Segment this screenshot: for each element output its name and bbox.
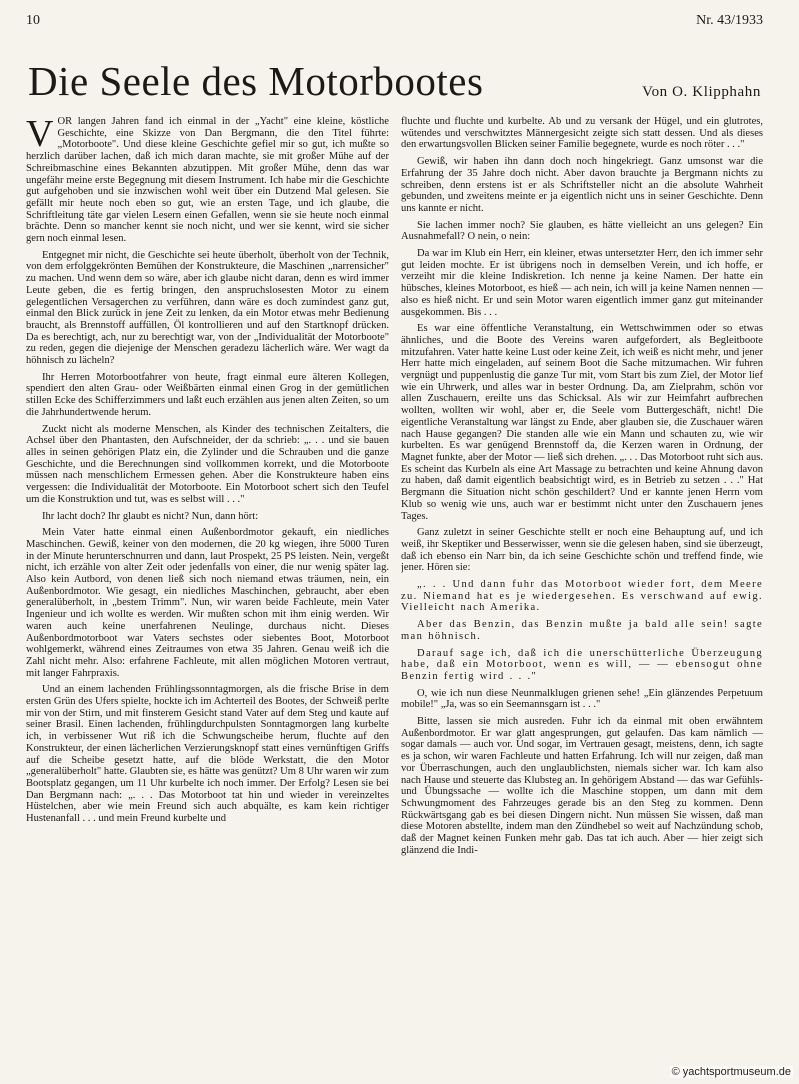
paragraph: O, wie ich nun diese Neunmalklugen grienen sehe! „Ein glänzendes Perpetuum mobile!" „Ja, was so ein Seemannsgarn ist . . ." [401, 687, 763, 711]
paragraph: Zuckt nicht als moderne Menschen, als Kinder des technischen Zeitalters, die Achsel über den Phantasten, den Aufschneider, der da schrieb: „. . . und sie bauen alles in seinen gehörigen Platz ein, die Zylinder und die Schrauben und die ganze Geschichte, und die Berechnungen sind vollkommen korrekt, und die Motorboote müssen nach menschlichem Ermessen gehen. Aber die Konstrukteure haben eins vergessen: die Individualität der Motorboote. Ein Motorboot schert sich den Teufel um die Konstruktion und tut, was es selbst will . . ." [26, 423, 389, 505]
paragraph: Darauf sage ich, daß ich die unerschütterliche Überzeugung habe, daß ein Motorboot, wenn es will, — — ebensogut ohne Benzin fertig wird . . ." [401, 647, 763, 682]
paragraph: Und an einem lachenden Frühlingssonntagmorgen, als die frische Brise in dem ersten Grün des Ufers spielte, hockte ich im Achterteil des Bootes, der Schweiß perlte mir von der Stirn, und mit finsterem Gesicht stand Vater auf dem Steg und kaute auf seiner Brasil. Einen lachenden, frühlingdurchpulsten Sonntagmorgen lang kurbelte ich, in verbissener Wut riß ich die Schwungscheibe herum, fluchte auf den Konstrukteur, der einen lächerlichen Verzierungsknopf statt eines vernünftigen Griffs auf die Scheibe gesetzt hatte, auf die blöde Werkstatt, die den Motor „generalüberholt" hatte. Glaubten sie, es hätte was genützt? Um 8 Uhr waren wir zum Bootsplatz gegangen, um 11 Uhr kurbelte ich noch immer. Der Erfolg? Lesen sie bei Dan Bergmann nach: „. . . Das Motorboot tat hin und wieder in vereinzeltes Hüstelchen, aber wie mein Freund sich auch abquälte, es kam kein richtiger Hustenanfall . . . und mein Freund kurbelte und [26, 684, 389, 825]
paragraph: Ihr lacht doch? Ihr glaubt es nicht? Nun, dann hört: [42, 510, 259, 522]
article-title: Die Seele des Motorbootes [28, 58, 484, 104]
source-watermark: © yachtsportmuseum.de [671, 1066, 791, 1078]
right-column [401, 116, 763, 1066]
page-header [26, 13, 763, 31]
paragraph: Da war im Klub ein Herr, ein kleiner, etwas untersetzter Herr, den ich immer sehr gut leiden mochte. Er ist übrigens noch in demselben Verein, und ich hoffe, er verzeiht mir die kleine Indiskretion. Ich nenne ja keine Namen. Der hatte ein hübsches, kleines Motorboot, es hieß — ach nein, ich will ja keine Namen nennen — also es hieß nicht. Er und sein Motor waren eigentlich immer ganz gut miteinander ausgekommen. Bis . . . [401, 248, 763, 318]
issue-number: Nr. 43/1933 [696, 13, 763, 28]
paragraph: Ganz zuletzt in seiner Geschichte stellt er noch eine Behauptung auf, und ich weiß, ihr Skeptiker und Besserwisser, wenn sie die gelesen haben, sind sie überzeugt, daß ich ebenso ein Narr bin, da ich seine Geschichte schön und treffend finde, wie jener. Hören sie: [401, 527, 763, 574]
page-number: 10 [26, 13, 40, 28]
left-column [26, 116, 389, 1066]
paragraph: Ihr Herren Motorbootfahrer von heute, fragt einmal eure älteren Kollegen, spendiert den alten Grau- oder Weißbärten einmal einen Grog in der gemütlichen stillen Ecke des Schifferzimmers und laßt euch erzählen aus jenen alten Zeiten, so um die Jahrhundertwende herum. [26, 371, 389, 418]
paragraph: Sie lachen immer noch? Sie glauben, es hätte vielleicht an uns gelegen? Ein Ausnahmefall? O nein, o nein: [401, 219, 763, 243]
drop-cap: V [26, 116, 54, 155]
paragraph: Es war eine öffentliche Veranstaltung, ein Wettschwimmen oder so etwas ähnliches, und die Boote des Vereins waren aufgefordert, als Begleitboote mitzufahren. Vater hatte keine Lust oder keine Zeit, ich weiß es nicht mehr, und jener Herr hatte mich eingeladen, auf seinem Boot die Sache mitzumachen. Wir fuhren vergnügt und puppenlustig die ganze Tur mit, vom Start bis zum Ziel, der Motor lief wie ein Uhrwerk, und alles war in bester Ordnung. Da, am Zielprahm, schön vor allen Zuschauern, ereilte uns das Schicksal. Als wir zur Heimfahrt aufbrechen wollten, wollten wir wohl, aber er, die Seele vom Buttergeschäft, nicht! Die eigentliche Veranstaltung war längst zu Ende, aber glauben sie, die Zuschauer wären nach Hause gegangen? Die standen alle wie ein Mann und schauten zu, wie wir kurbelten. Es war genügend Brennstoff da, die Kerzen waren in Ordnung, der Magnet funkte, aber der Motor — ließ sich drehen. „. . . Das Motorboot ruht sich aus. Es scheint das Kurbeln als eine Art Massage zu betrachten und keine Ahnung davon zu haben, daß damit eigentlich beabsichtigt wird, es in Betrieb zu setzen . . ." Hat Bergmann die Situation nicht schön geschildert? Und er kannte jenen Herrn vom Klub so wenig wie uns, auch war er bestimmt nicht unter den Zuschauern jenes Tages. [401, 323, 763, 522]
paragraph: VOR langen Jahren fand ich einmal in der „Yacht" eine kleine, köstliche Geschichte, eine Skizze von Dan Bergmann, die den Titel führte: „Motorboote". Und diese kleine Geschichte gefiel mir so gut, ich mußte so herzlich darüber lachen, daß ich mich daran machte, sie mit großer Mühe auf der Schreibmaschine eines Bekannten abzutippen. Mit großer Mühe, denn das war ungefähr meine erste Begegnung mit diesem Instrument. Ich habe mir die Geschichte gut aufgehoben und sie inzwischen wohl weit über ein Dutzend Mal gelesen. Sie gefällt mir heute noch eben so gut, wie an ersten Tage, und ich glaube, die Schriftleitung täte gar vielen Lesern einen Gefallen, wenn sie sie heute noch einmal brächte. Denn so mancher kennt sie noch nicht, und wer sie kennt, wird sie sicher gern noch einmal lesen. [26, 116, 389, 245]
paragraph: fluchte und fluchte und kurbelte. Ab und zu versank der Hügel, und ein glutrotes, wütendes und verschwitztes Männergesicht zeigte sich statt dessen. Und als dieses den erwartungsvollen Blicken seiner Familie begegnete, wurde es noch röter . . ." [401, 116, 763, 151]
paragraph: Mein Vater hatte einmal einen Außenbordmotor gekauft, ein niedliches Maschinchen. Gewiß, keiner von den modernen, die 20 kg wiegen, ihre 5000 Turen in der Minute herunterschnurren und dann, laut Prospekt, 25 PS leisten. Nein, vergeßt nicht, ich erzähle von alter Zeit oder jedenfalls von einer, die nur wenig später lag. Also kein Autbord, von denen ließ sich noch niemand etwas träumen, nein, ein Außenbordmotor. Wie gesagt, ein niedliches Maschinchen, gebraucht, aber eben generalüberholt, in „bestem Trimm". Nun, wir waren beide Fachleute, mein Vater Ingenieur und ich wollte es werden. Wir mußten schon mit ihm einig werden. Wir waren auch keine unerfahrenen Neulinge, durchaus nicht. Dieses Außenbordmotorboot war Vaters sechstes oder siebentes Boot, Motorboot wohlgemerkt, während eines Zeitraumes von etwa 35 Jahren. Genau weiß ich die Zahl nicht mehr. Also: erfahrene Fachleute, mit allen möglichen Motoren vertraut, mit langer Fahrpraxis. [26, 527, 389, 679]
paragraph: Entgegnet mir nicht, die Geschichte sei heute überholt, überholt von der Technik, von dem erfolggekrönten Bemühen der Konstrukteure, die Maschinen „narrensicher" zu machen. Und wenn dem so wäre, aber ich glaube nicht daran, denn es wird immer Leute geben, die es fertig bringen, den anspruchslosesten Motor zu einem gelegentlichen Versagerchen zu verführen, dann wäre es doch zumindest ganz gut, einmal den Blick zurück in jene Zeit zu lenken, da ein Motor etwas mehr Bedienung braucht, als Brennstoff auffüllen, Öl kontrollieren und auf den Startknopf drücken. Da es berechtigt, ach, nur zu berechtigt war, von der „Individualität der Motorboote" zu reden, gegen die diejenige der Menschen geradezu lächerlich wäre. Wer wagt da höhnisch zu lächeln? [26, 249, 389, 367]
paragraph: Gewiß, wir haben ihn dann doch noch hingekriegt. Ganz umsonst war die Erfahrung der 35 Jahre doch nicht. Aber davon brauchte ja Bergmann nichts zu schreiben, denn erstens ist er als Schriftsteller nicht an die absolute Wahrheit gebunden, und zweitens meinte er ja eigentlich nicht uns in seiner Geschichte. Denn uns kannte er nicht. [401, 156, 763, 214]
article-byline: Von O. Klipphahn [642, 84, 761, 100]
paragraph: Aber das Benzin, das Benzin mußte ja bald alle sein! sagte man höhnisch. [401, 619, 763, 642]
paragraph: Bitte, lassen sie mich ausreden. Fuhr ich da einmal mit oben erwähntem Außenbordmotor. Er war glatt angesprungen, gut gelaufen. Das kam nämlich — sogar damals — auch vor. Und sogar, im Vertrauen gesagt, meistens, denn, ich sagte es ja schon, wir waren Fachleute und hatten Erfahrung. Ich will nur zeigen, daß man vor Überraschungen, auch den unglaublichsten, niemals sicher war. Ich kam also nach Hause und steuerte das Klubsteg an. In gehörigem Abstand — das war Gefühls- und Übungssache — wollte ich die Maschine stoppen, um dann mit dem Schwungmoment des Fahrzeuges gerade bis an den Steg zu kommen. Denn Rückwärtsgang gab es bei diesen Dingern nicht. Nun müssen Sie wissen, daß man diese Motoren abstellte, indem man den Zündhebel so weit auf Nachzündung schob, daß der Magnet keinen Funken mehr gab. Das tat ich auch. Aber — hier zeigt sich glänzend die Indi- [401, 716, 763, 856]
paragraph: „. . . Und dann fuhr das Motorboot wieder fort, dem Meere zu. Niemand hat es je wiedergesehen. Es verschwand auf ewig. Vielleicht nach Amerika. [401, 579, 763, 614]
